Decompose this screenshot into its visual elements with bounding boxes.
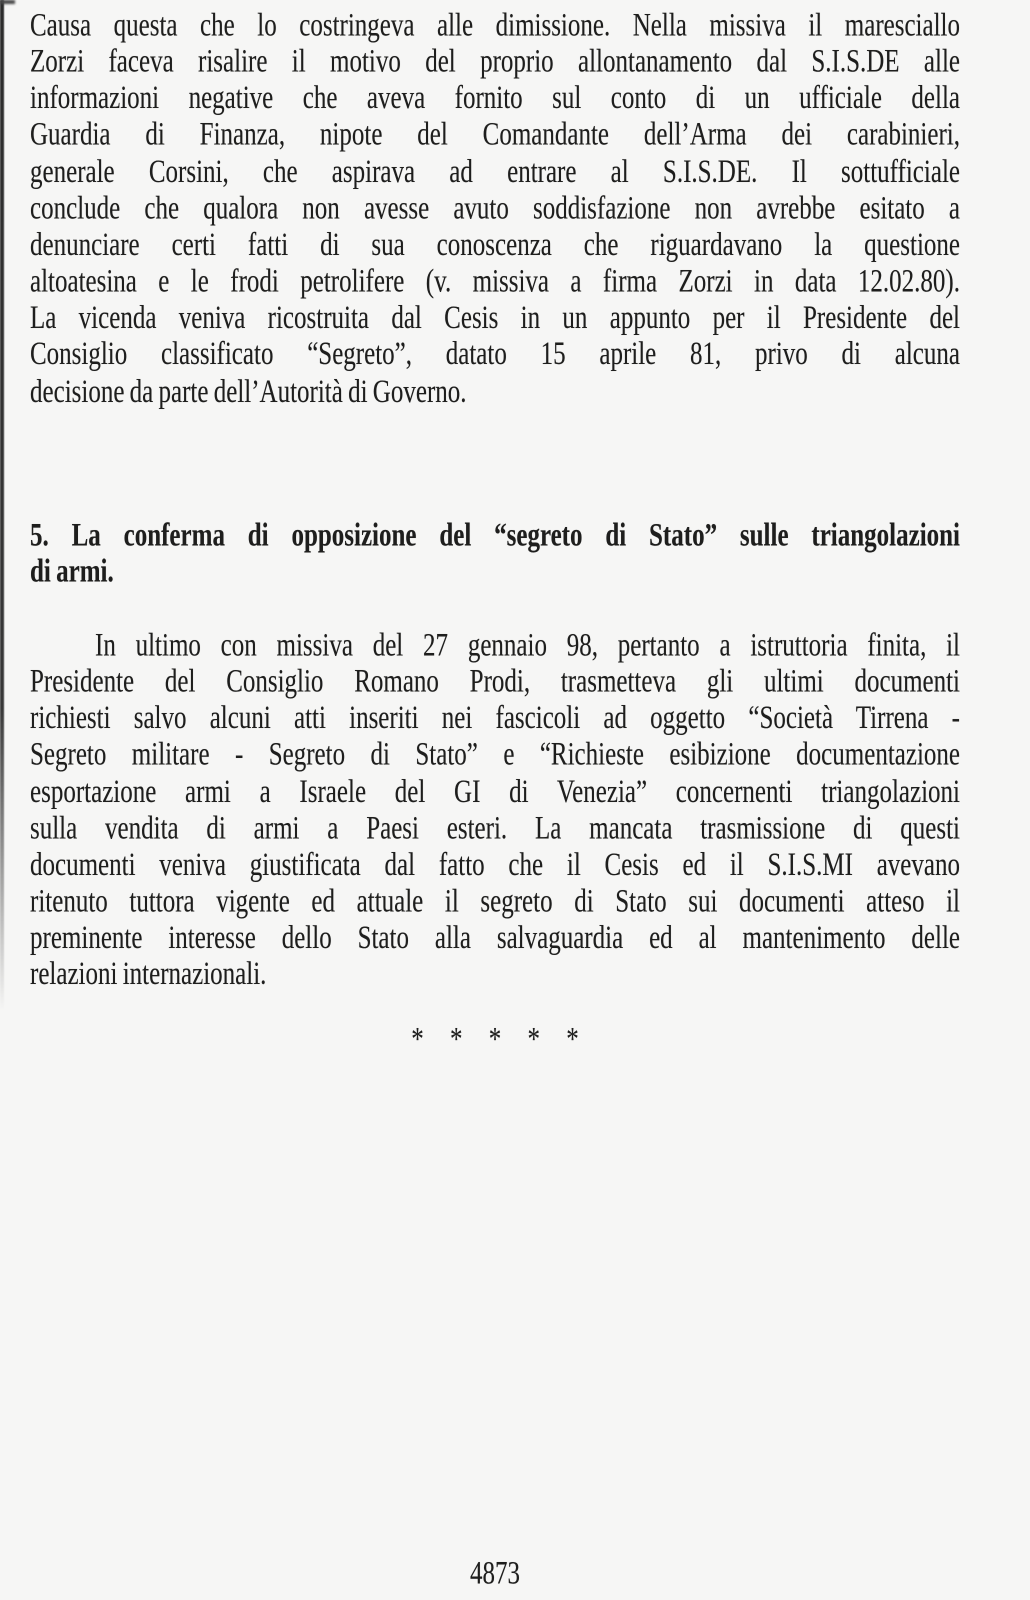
scan-artifact-left-edge — [0, 0, 4, 1010]
text-line: Consiglio classificato “Segreto”, datato 15 aprile 81, privo di alcuna — [30, 337, 960, 373]
text-line: documenti veniva giustificata dal fatto che il Cesis ed il S.I.S.MI avevano — [30, 847, 960, 883]
text-line: generale Corsini, che aspirava ad entrare al S.I.S.DE. Il sottufficiale — [30, 154, 960, 190]
text-line: Presidente del Consiglio Romano Prodi, trasmetteva gli ultimi documenti — [30, 664, 960, 700]
text-line: informazioni negative che aveva fornito sul conto di un ufficiale della — [30, 81, 960, 117]
text-line: conclude che qualora non avesse avuto soddisfazione non avrebbe esitato a — [30, 191, 960, 227]
text-line: sulla vendita di armi a Paesi esteri. La mancata trasmissione di questi — [30, 811, 960, 847]
text-line: relazioni internazionali. — [30, 957, 267, 993]
section-heading-line: di armi. — [30, 554, 114, 590]
text-line: decisione da parte dell’Autorità di Governo. — [30, 374, 467, 410]
paragraph-block-2 — [30, 628, 960, 994]
text-line: ritenuto tuttora vigente ed attuale il segreto di Stato sui documenti atteso il — [30, 884, 960, 920]
text-line: altoatesina e le frodi petrolifere (v. missiva a firma Zorzi in data 12.02.80). — [30, 264, 960, 300]
text-line: denunciare certi fatti di sua conoscenza che riguardavano la questione — [30, 227, 960, 263]
text-line: Guardia di Finanza, nipote del Comandante dell’Arma dei carabinieri, — [30, 117, 960, 153]
paragraph-block-1 — [30, 8, 960, 411]
text-line: In ultimo con missiva del 27 gennaio 98, pertanto a istruttoria finita, il — [95, 628, 960, 664]
section-heading — [30, 518, 960, 591]
scan-artifact-top-left-smudge — [0, 0, 15, 4]
text-line: esportazione armi a Israele del GI di Venezia” concernenti triangolazioni — [30, 774, 960, 810]
asterisk-separator: * * * * * — [411, 1022, 579, 1058]
text-line: preminente interesse dello Stato alla salvaguardia ed al mantenimento delle — [30, 920, 960, 956]
text-line: Causa questa che lo costringeva alle dimissione. Nella missiva il maresciallo — [30, 8, 960, 44]
page-number: 4873 — [470, 1556, 520, 1592]
section-heading-line: 5. La conferma di opposizione del “segreto di Stato” sulle triangolazioni — [30, 518, 960, 554]
text-line: La vicenda veniva ricostruita dal Cesis in un appunto per il Presidente del — [30, 300, 960, 336]
text-line: Segreto militare - Segreto di Stato” e “Richieste esibizione documentazione — [30, 737, 960, 773]
text-line: Zorzi faceva risalire il motivo del proprio allontanamento dal S.I.S.DE alle — [30, 44, 960, 80]
text-line: richiesti salvo alcuni atti inseriti nei fascicoli ad oggetto “Società Tirrena - — [30, 701, 960, 737]
